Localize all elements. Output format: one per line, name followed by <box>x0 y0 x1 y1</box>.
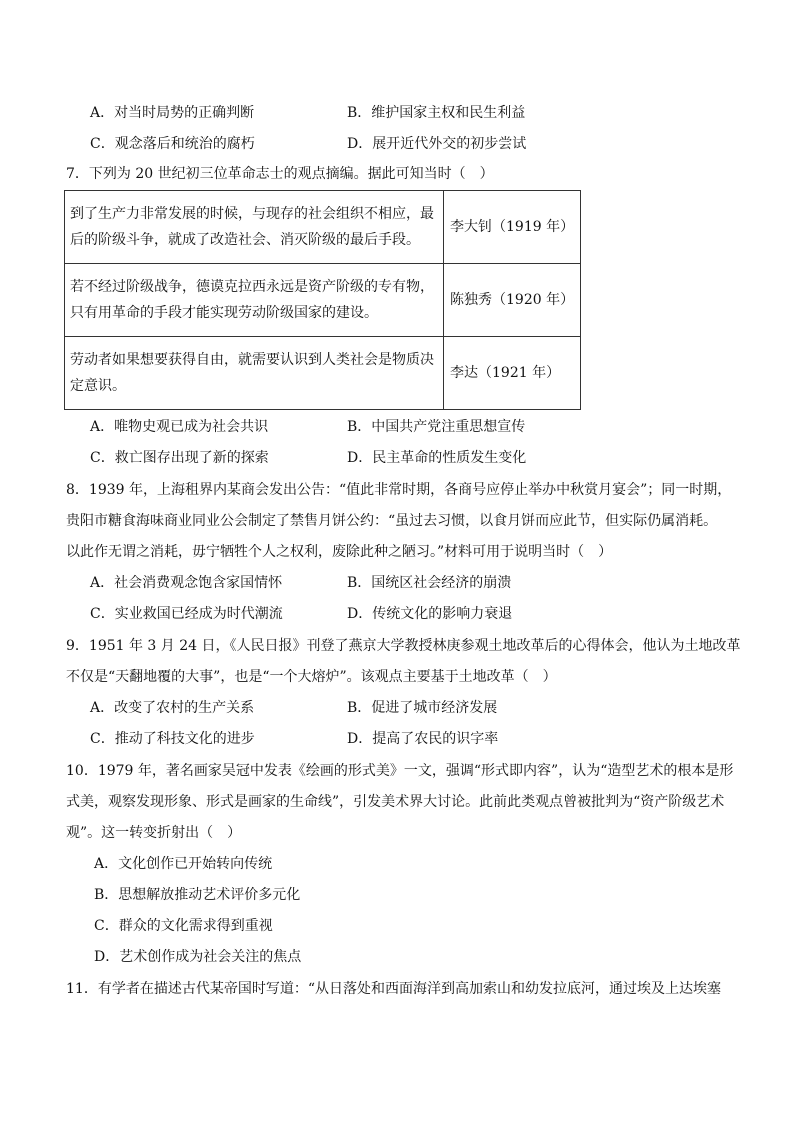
q10-option-a: A．文化创作已开始转向传统 <box>94 856 273 872</box>
q8-option-d: D．传统文化的影响力衰退 <box>347 606 513 622</box>
q10-stem-line: 式美，观察发现形象、形式是画家的生命线”，引发美术界大讨论。此前此类观点曾被批判为“资产阶级艺术 <box>66 794 725 810</box>
q10-option-d: D．艺术创作成为社会关注的焦点 <box>94 949 302 965</box>
q7-quote-author: 李大钊（1919 年） <box>444 191 581 264</box>
q8-option-c: C．实业救国已经成为时代潮流 <box>90 606 283 622</box>
q9-option-c: C．推动了科技文化的进步 <box>90 731 255 747</box>
q7-quote-line: 若不经过阶级战争，德谟克拉西永远是资产阶级的专有物， <box>70 279 434 295</box>
q7-quote-row <box>65 191 581 264</box>
q7-quote-row <box>65 337 581 410</box>
q7-option-b: B．中国共产党注重思想宣传 <box>347 419 526 435</box>
q7-quote-text <box>65 337 444 410</box>
q7-quote-row <box>65 264 581 337</box>
q7-quote-line: 到了生产力非常发展的时候，与现存的社会组织不相应，最 <box>70 206 434 222</box>
q8-option-b: B．国统区社会经济的崩溃 <box>347 575 512 591</box>
q7-quote-text <box>65 191 444 264</box>
q7-quote-line: 后的阶级斗争，就成了改造社会、消灭阶级的最后手段。 <box>70 232 420 248</box>
q7-quote-line: 劳动者如果想要获得自由，就需要认识到人类社会是物质决 <box>70 352 434 368</box>
q10-option-c: C．群众的文化需求得到重视 <box>94 918 273 934</box>
q9-option-a: A．改变了农村的生产关系 <box>90 700 255 716</box>
q11-stem-line: 11．有学者在描述古代某帝国时写道：“从日落处和西面海洋到高加索山和幼发拉底河，通过埃及上达埃塞 <box>66 981 721 997</box>
q7-quote-text <box>65 264 444 337</box>
q8-stem-line: 8．1939 年，上海租界内某商会发出公告：“值此非常时期，各商号应停止举办中秋赏月宴会”；同一时期， <box>66 482 732 498</box>
q7-option-d: D．民主革命的性质发生变化 <box>347 450 527 466</box>
q7-option-c: C．救亡图存出现了新的探索 <box>90 450 269 466</box>
q7-quote-table <box>64 190 581 410</box>
q7-stem: 7．下列为 20 世纪初三位革命志士的观点摘编。据此可知当时（ ） <box>66 166 494 182</box>
q7-option-a: A．唯物史观已成为社会共识 <box>90 419 269 435</box>
q10-stem-line: 10．1979 年，著名画家吴冠中发表《绘画的形式美》一文，强调“形式即内容”，认为“造型艺术的根本是形 <box>66 763 734 779</box>
q7-quote-line: 定意识。 <box>70 378 126 394</box>
q9-option-d: D．提高了农民的识字率 <box>347 731 499 747</box>
q7-quote-line: 只有用革命的手段才能实现劳动阶级国家的建设。 <box>70 305 378 321</box>
q8-option-a: A．社会消费观念饱含家国情怀 <box>90 575 283 591</box>
q6-option-a: A．对当时局势的正确判断 <box>90 105 255 121</box>
q6-option-b: B．维护国家主权和民生利益 <box>347 105 526 121</box>
q9-stem-line: 不仅是“天翻地覆的大事”，也是“一个大熔炉”。该观点主要基于土地改革（ ） <box>66 669 557 685</box>
q10-option-b: B．思想解放推动艺术评价多元化 <box>94 887 301 903</box>
q6-option-d: D．展开近代外交的初步尝试 <box>347 136 527 152</box>
q7-quote-author: 陈独秀（1920 年） <box>444 264 581 337</box>
q8-stem-line: 贵阳市糖食海味商业同业公会制定了禁售月饼公约：“虽过去习惯，以食月饼而应此节，但实际仍属消耗。 <box>66 513 718 529</box>
q6-option-c: C．观念落后和统治的腐朽 <box>90 136 255 152</box>
q9-option-b: B．促进了城市经济发展 <box>347 700 498 716</box>
q9-stem-line: 9．1951 年 3 月 24 日，《人民日报》刊登了燕京大学教授林庚参观土地改革后的心得体会，他认为土地改革 <box>66 638 741 654</box>
q10-stem-line: 观”。这一转变折射出（ ） <box>66 825 242 841</box>
q8-stem-line: 以此作无谓之消耗，毋宁牺牲个人之权利，废除此种之陋习。”材料可用于说明当时（ ） <box>66 544 613 560</box>
q7-quote-author: 李达（1921 年） <box>444 337 581 410</box>
